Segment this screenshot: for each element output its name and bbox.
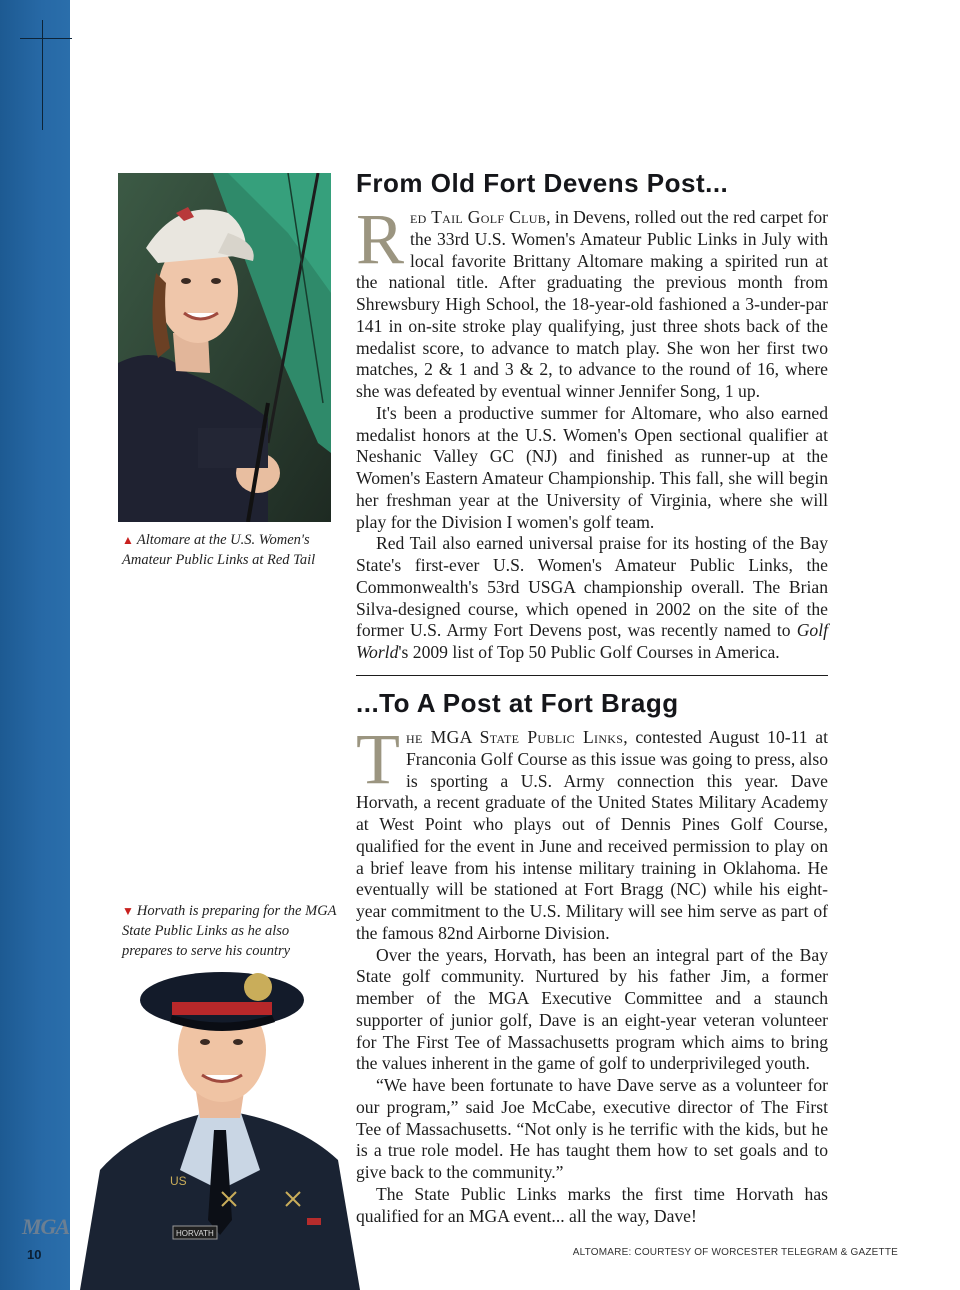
crop-mark-vertical [42,20,43,130]
horvath-caption [122,901,337,961]
article-1-p3-start: Red Tail also earned universal praise for its hosting of the Bay State's first-ever U.S. Women's Amateur Public Links, the Commonwealth's 53rd USGA championship overall. The Brian Silva-designed course, which opened in 2002 on the site of the former U.S. Army Fort Devens post, was recently named to [356,533,828,641]
article-2-p1-text: , contested August 10-11 at Franconia Golf Course as this issue was going to press, also is sporting a U.S. Army connection this year. Dave Horvath, a recent graduate of the United States Military Academy at West Point who plays out of Dennis Pines Golf Course, qualified for the event in June and received permission to play on a brief leave from his intense military training in Oklahoma. He eventually will be stationed at Fort Bragg (NC) while his eight-year commitment to the U.S. Military will see him serve as part of the famous 82nd Airborne Division. [356,727,829,943]
article-1-lead: ed Tail Golf Club [410,207,547,227]
photo-credit: ALTOMARE: COURTESY OF WORCESTER TELEGRAM & GAZETTE [572,1247,898,1258]
article-1-p1-text: , in Devens, rolled out the red carpet for the 33rd U.S. Women's Amateur Public Links in July with local favorite Brittany Altomare making a spirited run at the national title. After graduating the previous month from Shrewsbury High School, the 18-year-old fashioned a 3-under-par 141 in on-site stroke play qualifying, just three shots back of the medalist score, to advance to match play. She won her first two matches, 2 & 1 and 3 & 2, to advance to the round of 16, where she was defeated by eventual winner Jennifer Song, 1 up. [356,207,828,401]
article-2-paragraph-3: “We have been fortunate to have Dave serve as a volunteer for our program,” said Joe McCabe, executive director of The First Tee of Massachusetts. “Not only is he terrific with the kids, but he is a true role model. He has taught them how to set goals and to give back to the community.” [356,1075,828,1182]
altomare-illustration [118,173,331,522]
article-1-body [356,199,828,664]
section-divider [356,675,828,676]
mga-logo: MGA [22,1214,70,1239]
article-1-paragraph-2: It's been a productive summer for Altomare, who also earned medalist honors at the U.S. Women's Open sectional qualifier at Neshanic Valley GC (NJ) and finished as runner-up at the Women's Eastern Amateur Championship. This fall, she will begin her freshman year at the University of Virginia, where she will play for the Division I women's golf team. [356,402,828,532]
horvath-caption-text: Horvath is preparing for the MGA State Public Links as he also prepares to serve his country [122,903,337,959]
article-1-paragraph-3 [356,533,828,664]
article-2-body [356,719,829,1227]
article-2-paragraph-1 [356,719,829,945]
article-1-p3-end: 's 2009 list of Top 50 Public Golf Courses in America. [398,642,780,662]
golf-world-title: Golf World [356,620,828,662]
triangle-down-icon: ▼ [122,904,134,918]
article-2-lead: he MGA State Public Links [405,727,624,747]
triangle-up-icon: ▲ [122,533,134,547]
side-color-bar [0,0,70,1290]
article-2-paragraph-4: The State Public Links marks the first time Horvath has qualified for an MGA event... all the way, Dave! [356,1183,828,1226]
crop-mark-horizontal [20,38,72,39]
horvath-illustration [70,960,370,1290]
altomare-caption [122,530,337,570]
article-1-paragraph-1 [356,199,828,403]
horvath-photo [70,960,370,1290]
svg-text:US: US [170,1174,187,1188]
altomare-caption-text: Altomare at the U.S. Women's Amateur Public Links at Red Tail [122,532,316,568]
article-2-dropcap: T [356,719,400,799]
altomare-photo [118,173,331,522]
article-1-title: From Old Fort Devens Post... [356,168,729,198]
article-1-dropcap: R [356,199,405,279]
nameplate-text: HORVATH [176,1229,214,1238]
article-2-paragraph-2: Over the years, Horvath, has been an integral part of the Bay State golf community. Nurtured by his father Jim, a former member of the MGA Executive Committee and a staunch supporter of junior golf, Dave is an eight-year veteran volunteer for The First Tee of Massachusetts program which aims to bring the values inherent in the game of golf to underprivileged youth. [356,944,828,1074]
article-2-title: ...To A Post at Fort Bragg [356,688,679,718]
page-number: 10 [27,1247,42,1262]
